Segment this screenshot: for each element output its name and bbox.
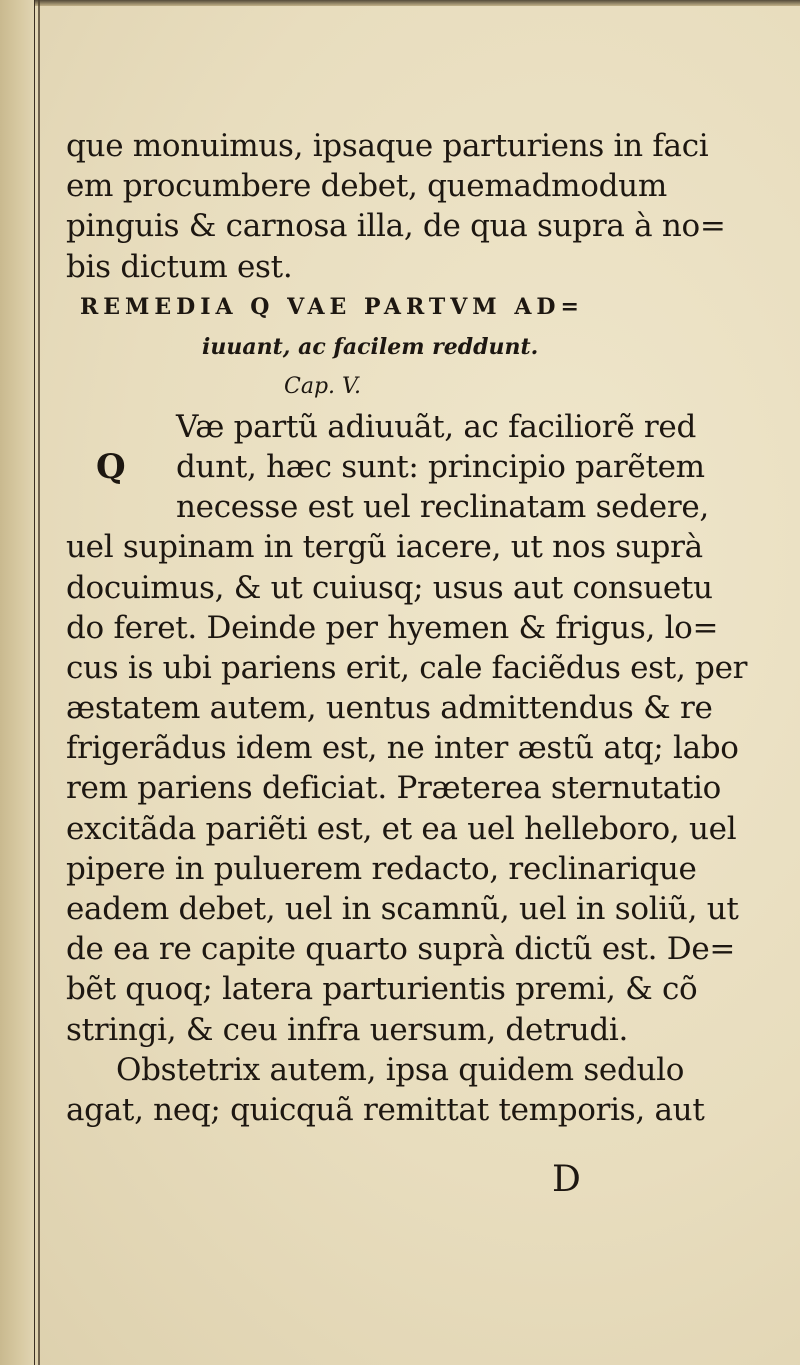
chapter-number: Cap. V. bbox=[284, 373, 362, 399]
text-line: Væ partũ adiuuãt, ac faciliorẽ red bbox=[176, 408, 697, 445]
paragraph-start-line: Obstetrix autem, ipsa quidem sedulo bbox=[116, 1051, 685, 1088]
text-block bbox=[66, 126, 748, 1130]
text-line: do feret. Deinde per hyemen & frigus, lo= bbox=[66, 609, 719, 646]
text-line: bẽt quoq; latera parturientis premi, & cõ bbox=[66, 971, 698, 1008]
initial-letter: Q bbox=[96, 446, 126, 487]
text-line: em procumbere debet, quemadmodum bbox=[66, 168, 667, 205]
text-line: que monuimus, ipsaque parturiens in faci bbox=[66, 128, 709, 164]
signature-mark: D bbox=[552, 1159, 581, 1200]
text-line: eadem debet, uel in scamnũ, uel in soliũ, ut bbox=[66, 891, 739, 927]
chapter-heading: REMEDIA Q VAE PARTVM AD= bbox=[80, 293, 584, 320]
text-line: uel supinam in tergũ iacere, ut nos suprà bbox=[66, 529, 703, 566]
text-line: frigerãdus idem est, ne inter æstũ atq; labo bbox=[66, 730, 739, 767]
page-top-edge bbox=[0, 0, 800, 6]
text-line: bis dictum est. bbox=[66, 248, 293, 285]
text-line: excitãda pariẽti est, et ea uel helleboro, uel bbox=[66, 810, 737, 847]
text-line: pipere in puluerem redacto, reclinarique bbox=[66, 850, 697, 887]
text-line: docuimus, & ut cuiusq; usus aut consuetu bbox=[66, 569, 713, 606]
text-line: rem pariens deficiat. Præterea sternutatio bbox=[66, 770, 722, 807]
dropcap-paragraph bbox=[66, 407, 709, 528]
text-line: de ea re capite quarto suprà dictũ est. De= bbox=[66, 931, 736, 968]
text-line: æstatem autem, uentus admittendus & re bbox=[66, 690, 713, 727]
binding-line bbox=[38, 0, 40, 1365]
text-line: pinguis & carnosa illa, de qua supra à no= bbox=[66, 208, 726, 245]
chapter-subheading: iuuant, ac facilem reddunt. bbox=[202, 333, 539, 360]
text-line: stringi, & ceu infra uersum, detrudi. bbox=[66, 1011, 629, 1048]
facing-page-gutter bbox=[0, 0, 35, 1365]
text-line: dunt, hæc sunt: principio parẽtem bbox=[176, 448, 705, 485]
text-line: cus is ubi pariens erit, cale faciẽdus est, per bbox=[66, 649, 748, 686]
text-line: necesse est uel reclinatam sedere, bbox=[176, 489, 709, 526]
text-line: agat, neq; quicquã remittat temporis, aut bbox=[66, 1091, 705, 1128]
